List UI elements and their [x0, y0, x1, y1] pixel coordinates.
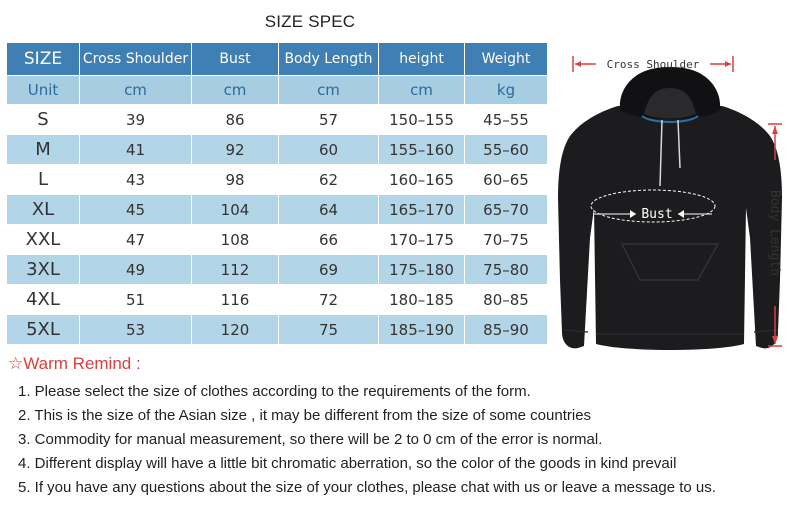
body-length-cell: 60 [279, 135, 379, 165]
weight-cell: 80–85 [465, 285, 548, 315]
table-row [7, 315, 548, 345]
cross-shoulder-cell: 47 [80, 225, 192, 255]
note-item: 4. Different display will have a little bit chromatic aberration, so the color of the goods in kind prevail [18, 455, 677, 472]
table-row [7, 225, 548, 255]
cross-shoulder-head-right [725, 61, 731, 67]
header-size: SIZE [7, 43, 80, 76]
weight-cell: 70–75 [465, 225, 548, 255]
bust-cell: 120 [192, 315, 279, 345]
star-icon: ☆ [8, 354, 24, 373]
size-cell: L [7, 165, 80, 195]
notes-list [18, 380, 716, 500]
body-length-head-top [772, 126, 778, 134]
unit-cell: cm [80, 76, 192, 105]
warm-remind-label: Warm Remind : [23, 354, 141, 373]
unit-cell: kg [465, 76, 548, 105]
size-cell: 3XL [7, 255, 80, 285]
bust-cell: 98 [192, 165, 279, 195]
bust-cell: 108 [192, 225, 279, 255]
unit-row [7, 76, 548, 105]
weight-cell: 55–60 [465, 135, 548, 165]
body-length-cell: 62 [279, 165, 379, 195]
bust-label: Bust [641, 207, 673, 222]
header-height: height [379, 43, 465, 76]
hoodie-diagram [556, 48, 796, 358]
height-cell: 150–155 [379, 105, 465, 135]
weight-cell: 60–65 [465, 165, 548, 195]
unit-label: Unit [7, 76, 80, 105]
height-cell: 180–185 [379, 285, 465, 315]
body-length-cell: 66 [279, 225, 379, 255]
header-cross-shoulder: Cross Shoulder [80, 43, 192, 76]
table-row [7, 255, 548, 285]
size-cell: XL [7, 195, 80, 225]
cross-shoulder-head-left [575, 61, 581, 67]
cross-shoulder-cell: 39 [80, 105, 192, 135]
note-item: 2. This is the size of the Asian size , it may be different from the size of some countries [18, 407, 592, 424]
height-cell: 160–165 [379, 165, 465, 195]
size-cell: M [7, 135, 80, 165]
table-row [7, 285, 548, 315]
unit-cell: cm [279, 76, 379, 105]
cross-shoulder-cell: 49 [80, 255, 192, 285]
hoodie-body [558, 106, 782, 350]
weight-cell: 85–90 [465, 315, 548, 345]
warm-remind-heading [8, 354, 141, 374]
size-cell: 4XL [7, 285, 80, 315]
table-row [7, 165, 548, 195]
height-cell: 175–180 [379, 255, 465, 285]
cross-shoulder-cell: 41 [80, 135, 192, 165]
note-item: 3. Commodity for manual measurement, so there will be 2 to 0 cm of the error is normal. [18, 431, 603, 448]
cross-shoulder-cell: 43 [80, 165, 192, 195]
bust-cell: 112 [192, 255, 279, 285]
bust-cell: 86 [192, 105, 279, 135]
body-length-cell: 57 [279, 105, 379, 135]
body-length-label: Body Length [767, 189, 782, 277]
bust-cell: 104 [192, 195, 279, 225]
header-bust: Bust [192, 43, 279, 76]
size-cell: XXL [7, 225, 80, 255]
table-header-row [7, 43, 548, 76]
height-cell: 185–190 [379, 315, 465, 345]
header-body-length: Body Length [279, 43, 379, 76]
body-length-cell: 75 [279, 315, 379, 345]
table-row [7, 135, 548, 165]
note-item: 1. Please select the size of clothes according to the requirements of the form. [18, 383, 531, 400]
page-title: SIZE SPEC [264, 12, 356, 31]
weight-cell: 75–80 [465, 255, 548, 285]
size-cell: S [7, 105, 80, 135]
bust-cell: 92 [192, 135, 279, 165]
size-spec-table [6, 42, 548, 345]
body-length-cell: 64 [279, 195, 379, 225]
table-row [7, 195, 548, 225]
unit-cell: cm [192, 76, 279, 105]
cross-shoulder-cell: 51 [80, 285, 192, 315]
cross-shoulder-cell: 45 [80, 195, 192, 225]
note-item: 5. If you have any questions about the size of your clothes, please chat with us or leave a message to us. [18, 479, 716, 496]
size-cell: 5XL [7, 315, 80, 345]
height-cell: 170–175 [379, 225, 465, 255]
unit-cell: cm [379, 76, 465, 105]
cross-shoulder-cell: 53 [80, 315, 192, 345]
weight-cell: 45–55 [465, 105, 548, 135]
header-weight: Weight [465, 43, 548, 76]
body-length-cell: 72 [279, 285, 379, 315]
bust-cell: 116 [192, 285, 279, 315]
body-length-cell: 69 [279, 255, 379, 285]
table-row [7, 105, 548, 135]
height-cell: 155–160 [379, 135, 465, 165]
height-cell: 165–170 [379, 195, 465, 225]
cross-shoulder-label: Cross Shoulder [606, 58, 700, 71]
weight-cell: 65–70 [465, 195, 548, 225]
